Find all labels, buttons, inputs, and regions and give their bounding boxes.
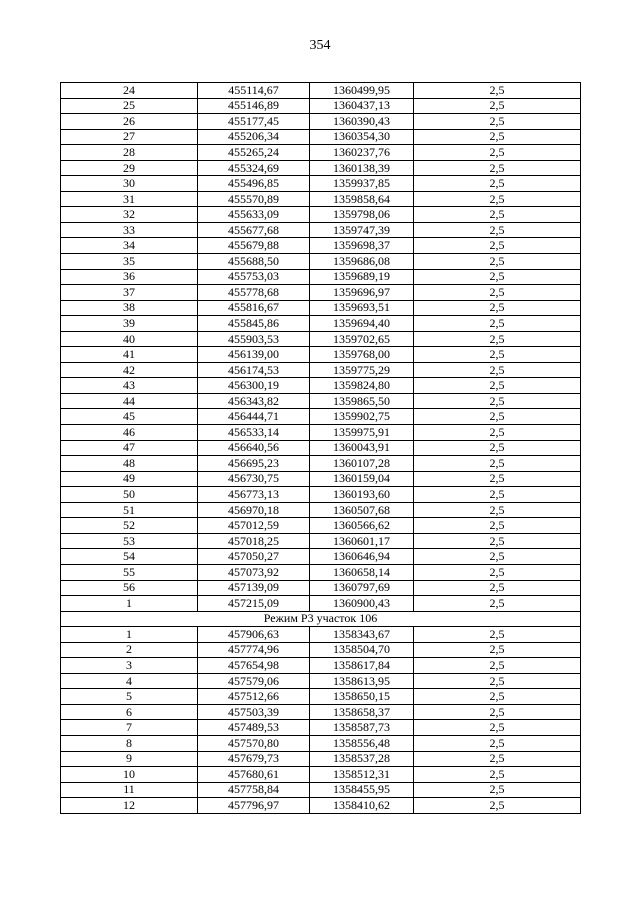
point-number-cell: 55 — [61, 564, 198, 580]
y-coordinate-cell: 1360159,04 — [310, 471, 414, 487]
y-coordinate-cell: 1359696,97 — [310, 285, 414, 301]
accuracy-cell: 2,5 — [414, 254, 581, 270]
accuracy-cell: 2,5 — [414, 222, 581, 238]
table-row — [61, 658, 581, 674]
x-coordinate-cell: 457512,66 — [198, 689, 310, 705]
accuracy-cell: 2,5 — [414, 751, 581, 767]
x-coordinate-cell: 455903,53 — [198, 331, 310, 347]
y-coordinate-cell: 1359865,50 — [310, 393, 414, 409]
table-row — [61, 518, 581, 534]
table-row — [61, 254, 581, 270]
x-coordinate-cell: 457796,97 — [198, 798, 310, 814]
x-coordinate-cell: 456773,13 — [198, 487, 310, 503]
point-number-cell: 12 — [61, 798, 198, 814]
point-number-cell: 29 — [61, 160, 198, 176]
table-row — [61, 316, 581, 332]
accuracy-cell: 2,5 — [414, 98, 581, 114]
y-coordinate-cell: 1360601,17 — [310, 533, 414, 549]
table-row — [61, 331, 581, 347]
table-row — [61, 549, 581, 565]
accuracy-cell: 2,5 — [414, 285, 581, 301]
table-row — [61, 98, 581, 114]
point-number-cell: 2 — [61, 642, 198, 658]
table-row — [61, 782, 581, 798]
table-row — [61, 580, 581, 596]
x-coordinate-cell: 457680,61 — [198, 767, 310, 783]
x-coordinate-cell: 455570,89 — [198, 191, 310, 207]
point-number-cell: 8 — [61, 735, 198, 751]
accuracy-cell: 2,5 — [414, 456, 581, 472]
table-row — [61, 487, 581, 503]
x-coordinate-cell: 457215,09 — [198, 596, 310, 612]
section-heading-row-group — [61, 611, 581, 627]
y-coordinate-cell: 1360043,91 — [310, 440, 414, 456]
point-number-cell: 50 — [61, 487, 198, 503]
x-coordinate-cell: 457906,63 — [198, 627, 310, 643]
point-number-cell: 11 — [61, 782, 198, 798]
table-row — [61, 425, 581, 441]
accuracy-cell: 2,5 — [414, 767, 581, 783]
accuracy-cell: 2,5 — [414, 533, 581, 549]
point-number-cell: 1 — [61, 596, 198, 612]
y-coordinate-cell: 1360507,68 — [310, 502, 414, 518]
point-number-cell: 56 — [61, 580, 198, 596]
y-coordinate-cell: 1358587,73 — [310, 720, 414, 736]
y-coordinate-cell: 1359686,08 — [310, 254, 414, 270]
point-number-cell: 39 — [61, 316, 198, 332]
point-number-cell: 53 — [61, 533, 198, 549]
table-row — [61, 191, 581, 207]
table-row — [61, 564, 581, 580]
point-number-cell: 31 — [61, 191, 198, 207]
x-coordinate-cell: 456343,82 — [198, 393, 310, 409]
accuracy-cell: 2,5 — [414, 316, 581, 332]
section-heading-row — [61, 611, 581, 627]
table-row — [61, 704, 581, 720]
y-coordinate-cell: 1360237,76 — [310, 145, 414, 161]
table-row — [61, 362, 581, 378]
table-row — [61, 129, 581, 145]
x-coordinate-cell: 455778,68 — [198, 285, 310, 301]
point-number-cell: 25 — [61, 98, 198, 114]
accuracy-cell: 2,5 — [414, 735, 581, 751]
point-number-cell: 6 — [61, 704, 198, 720]
point-number-cell: 46 — [61, 425, 198, 441]
accuracy-cell: 2,5 — [414, 798, 581, 814]
x-coordinate-cell: 455146,89 — [198, 98, 310, 114]
point-number-cell: 52 — [61, 518, 198, 534]
x-coordinate-cell: 455688,50 — [198, 254, 310, 270]
x-coordinate-cell: 456640,56 — [198, 440, 310, 456]
table-row — [61, 502, 581, 518]
y-coordinate-cell: 1359858,64 — [310, 191, 414, 207]
table-row — [61, 300, 581, 316]
table-row — [61, 83, 581, 99]
accuracy-cell: 2,5 — [414, 238, 581, 254]
x-coordinate-cell: 456139,00 — [198, 347, 310, 363]
accuracy-cell: 2,5 — [414, 673, 581, 689]
y-coordinate-cell: 1358455,95 — [310, 782, 414, 798]
x-coordinate-cell: 457774,96 — [198, 642, 310, 658]
y-coordinate-cell: 1359798,06 — [310, 207, 414, 223]
point-number-cell: 54 — [61, 549, 198, 565]
table-row — [61, 207, 581, 223]
y-coordinate-cell: 1360437,13 — [310, 98, 414, 114]
y-coordinate-cell: 1360658,14 — [310, 564, 414, 580]
y-coordinate-cell: 1359747,39 — [310, 222, 414, 238]
accuracy-cell: 2,5 — [414, 362, 581, 378]
point-number-cell: 33 — [61, 222, 198, 238]
accuracy-cell: 2,5 — [414, 409, 581, 425]
y-coordinate-cell: 1358343,67 — [310, 627, 414, 643]
y-coordinate-cell: 1358650,15 — [310, 689, 414, 705]
point-number-cell: 26 — [61, 114, 198, 130]
point-number-cell: 35 — [61, 254, 198, 270]
point-number-cell: 4 — [61, 673, 198, 689]
accuracy-cell: 2,5 — [414, 191, 581, 207]
point-number-cell: 42 — [61, 362, 198, 378]
table-row — [61, 751, 581, 767]
accuracy-cell: 2,5 — [414, 393, 581, 409]
point-number-cell: 43 — [61, 378, 198, 394]
point-number-cell: 38 — [61, 300, 198, 316]
accuracy-cell: 2,5 — [414, 580, 581, 596]
point-number-cell: 3 — [61, 658, 198, 674]
y-coordinate-cell: 1358410,62 — [310, 798, 414, 814]
point-number-cell: 27 — [61, 129, 198, 145]
point-number-cell: 9 — [61, 751, 198, 767]
page-number: 354 — [309, 38, 331, 53]
y-coordinate-cell: 1358617,84 — [310, 658, 414, 674]
table-row — [61, 222, 581, 238]
table-row — [61, 767, 581, 783]
table-row — [61, 347, 581, 363]
y-coordinate-cell: 1359698,37 — [310, 238, 414, 254]
x-coordinate-cell: 455679,88 — [198, 238, 310, 254]
x-coordinate-cell: 455753,03 — [198, 269, 310, 285]
x-coordinate-cell: 455816,67 — [198, 300, 310, 316]
y-coordinate-cell: 1359775,29 — [310, 362, 414, 378]
table-row — [61, 456, 581, 472]
point-number-cell: 40 — [61, 331, 198, 347]
y-coordinate-cell: 1359975,91 — [310, 425, 414, 441]
section-heading: Режим Р3 участок 106 — [61, 611, 581, 627]
accuracy-cell: 2,5 — [414, 596, 581, 612]
accuracy-cell: 2,5 — [414, 627, 581, 643]
x-coordinate-cell: 455845,86 — [198, 316, 310, 332]
point-number-cell: 32 — [61, 207, 198, 223]
y-coordinate-cell: 1359694,40 — [310, 316, 414, 332]
accuracy-cell: 2,5 — [414, 704, 581, 720]
point-number-cell: 47 — [61, 440, 198, 456]
coordinates-table-body-part2 — [61, 627, 581, 814]
y-coordinate-cell: 1359702,65 — [310, 331, 414, 347]
x-coordinate-cell: 455265,24 — [198, 145, 310, 161]
table-row — [61, 798, 581, 814]
y-coordinate-cell: 1359689,19 — [310, 269, 414, 285]
accuracy-cell: 2,5 — [414, 658, 581, 674]
accuracy-cell: 2,5 — [414, 160, 581, 176]
y-coordinate-cell: 1358537,28 — [310, 751, 414, 767]
x-coordinate-cell: 456970,18 — [198, 502, 310, 518]
x-coordinate-cell: 455633,09 — [198, 207, 310, 223]
x-coordinate-cell: 457050,27 — [198, 549, 310, 565]
point-number-cell: 45 — [61, 409, 198, 425]
x-coordinate-cell: 456695,23 — [198, 456, 310, 472]
table-row — [61, 114, 581, 130]
table-row — [61, 238, 581, 254]
table-row — [61, 176, 581, 192]
accuracy-cell: 2,5 — [414, 129, 581, 145]
accuracy-cell: 2,5 — [414, 176, 581, 192]
table-row — [61, 440, 581, 456]
point-number-cell: 34 — [61, 238, 198, 254]
y-coordinate-cell: 1358613,95 — [310, 673, 414, 689]
accuracy-cell: 2,5 — [414, 720, 581, 736]
accuracy-cell: 2,5 — [414, 269, 581, 285]
accuracy-cell: 2,5 — [414, 145, 581, 161]
y-coordinate-cell: 1359937,85 — [310, 176, 414, 192]
table-row — [61, 735, 581, 751]
point-number-cell: 51 — [61, 502, 198, 518]
y-coordinate-cell: 1360566,62 — [310, 518, 414, 534]
table-row — [61, 673, 581, 689]
point-number-cell: 10 — [61, 767, 198, 783]
point-number-cell: 28 — [61, 145, 198, 161]
accuracy-cell: 2,5 — [414, 331, 581, 347]
y-coordinate-cell: 1360646,94 — [310, 549, 414, 565]
y-coordinate-cell: 1360354,30 — [310, 129, 414, 145]
x-coordinate-cell: 457679,73 — [198, 751, 310, 767]
x-coordinate-cell: 457489,53 — [198, 720, 310, 736]
x-coordinate-cell: 455206,34 — [198, 129, 310, 145]
table-row — [61, 145, 581, 161]
y-coordinate-cell: 1359902,75 — [310, 409, 414, 425]
accuracy-cell: 2,5 — [414, 487, 581, 503]
accuracy-cell: 2,5 — [414, 207, 581, 223]
coordinates-table — [60, 82, 581, 814]
x-coordinate-cell: 457579,06 — [198, 673, 310, 689]
accuracy-cell: 2,5 — [414, 425, 581, 441]
accuracy-cell: 2,5 — [414, 300, 581, 316]
point-number-cell: 48 — [61, 456, 198, 472]
y-coordinate-cell: 1360193,60 — [310, 487, 414, 503]
x-coordinate-cell: 455324,69 — [198, 160, 310, 176]
table-row — [61, 285, 581, 301]
point-number-cell: 7 — [61, 720, 198, 736]
point-number-cell: 30 — [61, 176, 198, 192]
x-coordinate-cell: 455114,67 — [198, 83, 310, 99]
accuracy-cell: 2,5 — [414, 378, 581, 394]
point-number-cell: 24 — [61, 83, 198, 99]
table-row — [61, 409, 581, 425]
x-coordinate-cell: 456533,14 — [198, 425, 310, 441]
y-coordinate-cell: 1360797,69 — [310, 580, 414, 596]
x-coordinate-cell: 457503,39 — [198, 704, 310, 720]
y-coordinate-cell: 1360900,43 — [310, 596, 414, 612]
accuracy-cell: 2,5 — [414, 440, 581, 456]
accuracy-cell: 2,5 — [414, 549, 581, 565]
x-coordinate-cell: 455496,85 — [198, 176, 310, 192]
coordinates-table-body-part1 — [61, 83, 581, 612]
y-coordinate-cell: 1358512,31 — [310, 767, 414, 783]
point-number-cell: 1 — [61, 627, 198, 643]
table-row — [61, 627, 581, 643]
y-coordinate-cell: 1359693,51 — [310, 300, 414, 316]
accuracy-cell: 2,5 — [414, 518, 581, 534]
table-row — [61, 720, 581, 736]
y-coordinate-cell: 1360499,95 — [310, 83, 414, 99]
point-number-cell: 41 — [61, 347, 198, 363]
accuracy-cell: 2,5 — [414, 782, 581, 798]
accuracy-cell: 2,5 — [414, 689, 581, 705]
x-coordinate-cell: 457654,98 — [198, 658, 310, 674]
point-number-cell: 36 — [61, 269, 198, 285]
table-row — [61, 596, 581, 612]
accuracy-cell: 2,5 — [414, 114, 581, 130]
table-row — [61, 269, 581, 285]
x-coordinate-cell: 456174,53 — [198, 362, 310, 378]
x-coordinate-cell: 457018,25 — [198, 533, 310, 549]
y-coordinate-cell: 1360107,28 — [310, 456, 414, 472]
table-row — [61, 689, 581, 705]
accuracy-cell: 2,5 — [414, 642, 581, 658]
x-coordinate-cell: 455177,45 — [198, 114, 310, 130]
point-number-cell: 37 — [61, 285, 198, 301]
x-coordinate-cell: 457073,92 — [198, 564, 310, 580]
y-coordinate-cell: 1359824,80 — [310, 378, 414, 394]
table-row — [61, 533, 581, 549]
table-row — [61, 471, 581, 487]
point-number-cell: 5 — [61, 689, 198, 705]
table-row — [61, 642, 581, 658]
x-coordinate-cell: 457139,09 — [198, 580, 310, 596]
accuracy-cell: 2,5 — [414, 502, 581, 518]
x-coordinate-cell: 456300,19 — [198, 378, 310, 394]
accuracy-cell: 2,5 — [414, 564, 581, 580]
y-coordinate-cell: 1360138,39 — [310, 160, 414, 176]
table-row — [61, 393, 581, 409]
point-number-cell: 44 — [61, 393, 198, 409]
table-row — [61, 160, 581, 176]
y-coordinate-cell: 1359768,00 — [310, 347, 414, 363]
x-coordinate-cell: 456730,75 — [198, 471, 310, 487]
x-coordinate-cell: 457570,80 — [198, 735, 310, 751]
y-coordinate-cell: 1358556,48 — [310, 735, 414, 751]
point-number-cell: 49 — [61, 471, 198, 487]
x-coordinate-cell: 457012,59 — [198, 518, 310, 534]
accuracy-cell: 2,5 — [414, 347, 581, 363]
y-coordinate-cell: 1358658,37 — [310, 704, 414, 720]
table-row — [61, 378, 581, 394]
x-coordinate-cell: 456444,71 — [198, 409, 310, 425]
x-coordinate-cell: 457758,84 — [198, 782, 310, 798]
y-coordinate-cell: 1360390,43 — [310, 114, 414, 130]
x-coordinate-cell: 455677,68 — [198, 222, 310, 238]
accuracy-cell: 2,5 — [414, 83, 581, 99]
accuracy-cell: 2,5 — [414, 471, 581, 487]
y-coordinate-cell: 1358504,70 — [310, 642, 414, 658]
